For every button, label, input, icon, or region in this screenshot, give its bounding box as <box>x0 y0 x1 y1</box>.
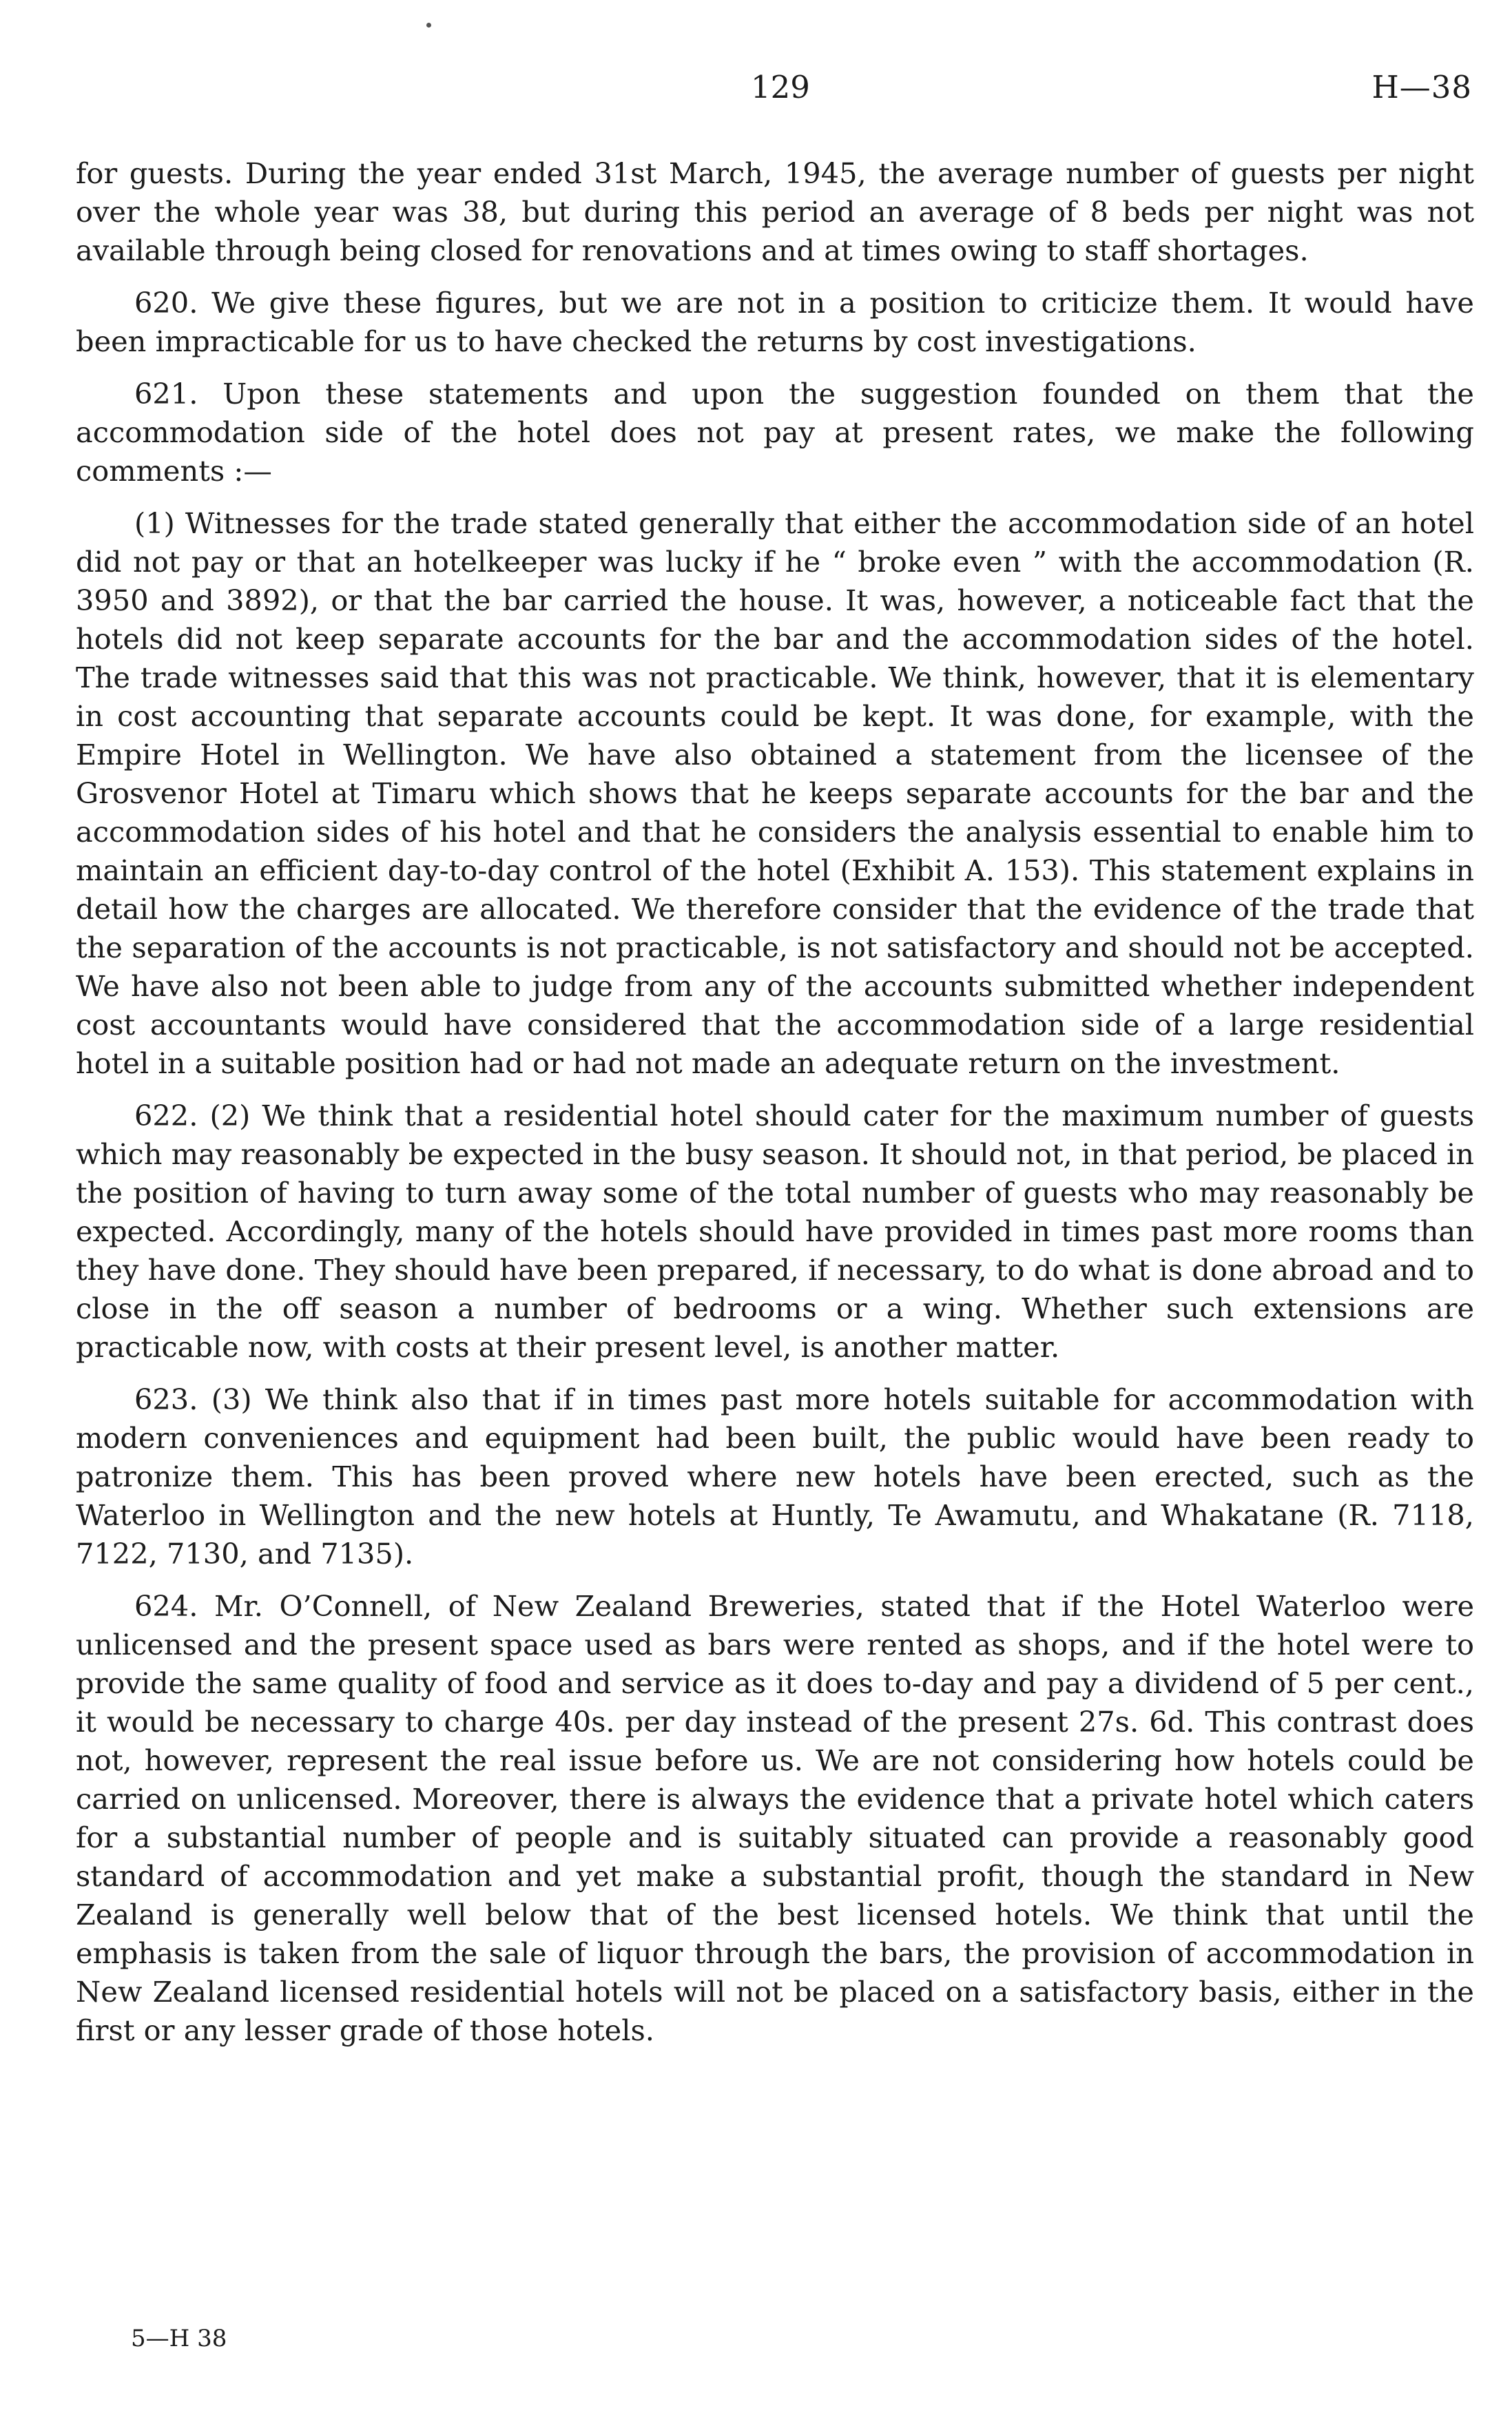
printer-code: 5—H 38 <box>131 2325 227 2352</box>
paragraph-624: 624. Mr. O’Connell, of New Zealand Breweries, stated that if the Hotel Waterloo were unlicensed and the present space used as bars were rented as shops, and if the hotel were to provide the same quality of food and service as it does to-day and pay a dividend of 5 per cent., it would be necessary to charge 40s. per day instead of the present 27s. 6d. This contrast does not, however, represent the real issue before us. We are not considering how hotels could be carried on unlicensed. Moreover, there is always the evidence that a private hotel which caters for a substantial number of people and is suitably situated can provide a reasonably good standard of accommodation and yet make a substantial profit, though the standard in New Zealand is generally well below that of the best licensed hotels. We think that until the emphasis is taken from the sale of liquor through the bars, the provision of accommodation in New Zealand licensed residential hotels will not be placed on a satisfactory basis, either in the first or any lesser grade of those hotels. <box>76 1589 1474 2047</box>
paragraph-622: 622. (2) We think that a residential hotel should cater for the maximum number of guests which may reasonably be expected in the busy season. It should not, in that period, be placed in the position of having to turn away some of the total number of guests who may reasonably be expected. Accordingly, many of the hotels should have provided in times past more rooms than they have done. They should have been prepared, if necessary, to do what is done abroad and to close in the off season a number of bedrooms or a wing. Whether such extensions are practicable now, with costs at their present level, is another matter. <box>76 1099 1474 1364</box>
paragraph-621-comment-1: (1) Witnesses for the trade stated generally that either the accommodation side of an hotel did not pay or that an hotelkeeper was lucky if he “ broke even ” with the accommodation (R. 3950 and 3892), or that the bar carried the house. It was, however, a noticeable fact that the hotels did not keep separate accounts for the bar and the accommodation sides of the hotel. The trade witnesses said that this was not practicable. We think, however, that it is elementary in cost accounting that separate accounts could be kept. It was done, for example, with the Empire Hotel in Wellington. We have also obtained a statement from the licensee of the Grosvenor Hotel at Timaru which shows that he keeps separate accounts for the bar and the accommodation sides of his hotel and that he considers the analysis essential to enable him to maintain an efficient day-to-day control of the hotel (Exhibit A. 153). This statement explains in detail how the charges are allocated. We therefore consider that the evidence of the trade that the separation of the accounts is not practicable, is not satisfactory and should not be accepted. We have also not been able to judge from any of the accounts submitted whether independent cost accountants would have considered that the accommodation side of a large residential hotel in a suitable position had or had not made an adequate return on the investment. <box>76 506 1474 1080</box>
paragraph-621: 621. Upon these statements and upon the suggestion founded on them that the accommodation side of the hotel does not pay at present rates, we make the following comments :— <box>76 377 1474 488</box>
paragraph-620: 620. We give these figures, but we are not in a position to criticize them. It would have been impracticable for us to have checked the returns by cost investigations. <box>76 286 1474 358</box>
body-text <box>76 154 1474 2064</box>
paragraph-623: 623. (3) We think also that if in times past more hotels suitable for accommodation with modern conveniences and equipment had been built, the public would have been ready to patronize them. This has been proved where new hotels have been erected, such as the Waterloo in Wellington and the new hotels at Huntly, Te Awamutu, and Whakatane (R. 7118, 7122, 7130, and 7135). <box>76 1382 1474 1571</box>
page-number: 129 <box>751 69 810 105</box>
scan-speck <box>426 23 431 28</box>
document-reference: H—38 <box>1371 69 1472 105</box>
paragraph-continuation: for guests. During the year ended 31st March, 1945, the average number of guests per night over the whole year was 38, but during this period an average of 8 beds per night was not available through being closed for renovations and at times owing to staff shortages. <box>76 156 1474 267</box>
